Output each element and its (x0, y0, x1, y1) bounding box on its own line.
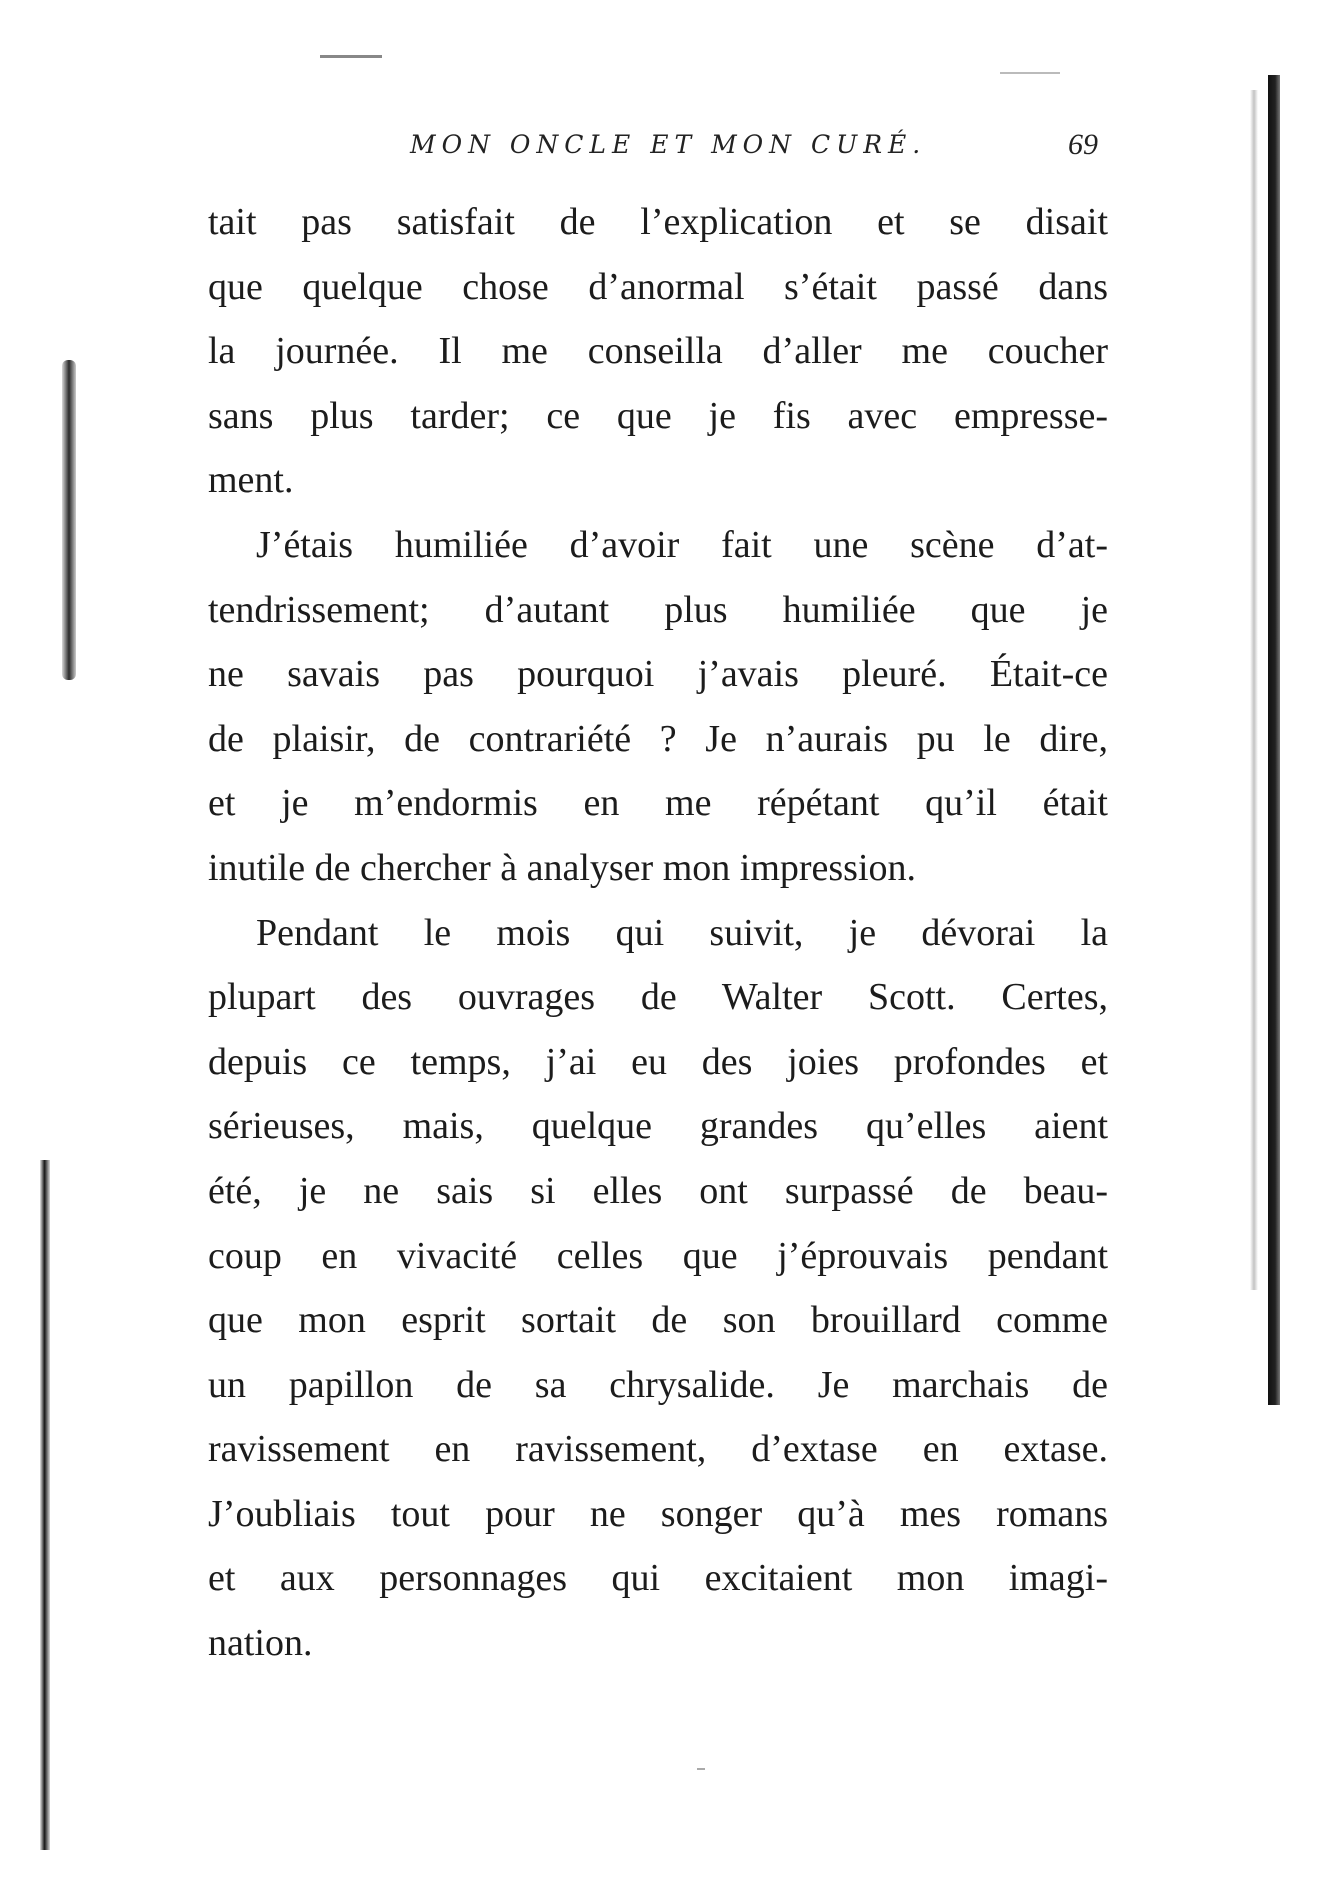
text-line: ment. (208, 459, 294, 502)
text-line: un papillon de sa chrysalide. Je marchais de (208, 1363, 1108, 1406)
text-line: plupart des ouvrages de Walter Scott. Certes, (208, 976, 1108, 1019)
text-line: et aux personnages qui excitaient mon imagi- (208, 1557, 1108, 1600)
text-line: inutile de chercher à analyser mon impression. (208, 846, 917, 889)
text-line: que mon esprit sortait de son brouillard comme (208, 1299, 1108, 1342)
text-line: Pendant le mois qui suivit, je dévorai la (256, 911, 1108, 954)
body-text (208, 190, 1108, 1676)
binding-shadow-right (1250, 90, 1258, 1290)
text-line: depuis ce temps, j’ai eu des joies profondes et (208, 1040, 1108, 1083)
text-line: la journée. Il me conseilla d’aller me coucher (208, 330, 1108, 373)
text-line: tait pas satisfait de l’explication et se disait (208, 201, 1108, 243)
text-line: coup en vivacité celles que j’éprouvais pendant (208, 1234, 1108, 1277)
text-line: que quelque chose d’anormal s’était passé dans (208, 265, 1108, 308)
binding-edge-left-lower (40, 1160, 50, 1850)
text-line: ravissement en ravissement, d’extase en extase. (208, 1428, 1108, 1471)
text-line: de plaisir, de contrariété ? Je n’aurais pu le dire, (208, 717, 1108, 760)
page-number: 69 (1068, 128, 1098, 161)
text-line: J’oubliais tout pour ne songer qu’à mes romans (208, 1492, 1108, 1535)
text-line: ne savais pas pourquoi j’avais pleuré. Était-ce (208, 653, 1108, 696)
scan-speck (1000, 72, 1060, 74)
text-line: sérieuses, mais, quelque grandes qu’elles aient (208, 1105, 1108, 1148)
running-head-title: MON ONCLE ET MON CURÉ. (410, 130, 927, 159)
text-line: tendrissement; d’autant plus humiliée que je (208, 588, 1108, 631)
text-line: été, je ne sais si elles ont surpassé de beau- (208, 1169, 1108, 1212)
text-line: sans plus tarder; ce que je fis avec empresse- (208, 394, 1108, 437)
text-line: et je m’endormis en me répétant qu’il était (208, 782, 1108, 825)
text-line: nation. (208, 1622, 313, 1665)
text-line: J’étais humiliée d’avoir fait une scène d’at- (256, 523, 1108, 566)
binding-edge-left-upper (62, 360, 76, 680)
scan-speck (320, 55, 382, 58)
binding-edge-right (1268, 75, 1280, 1405)
scan-speck (697, 1768, 705, 1770)
